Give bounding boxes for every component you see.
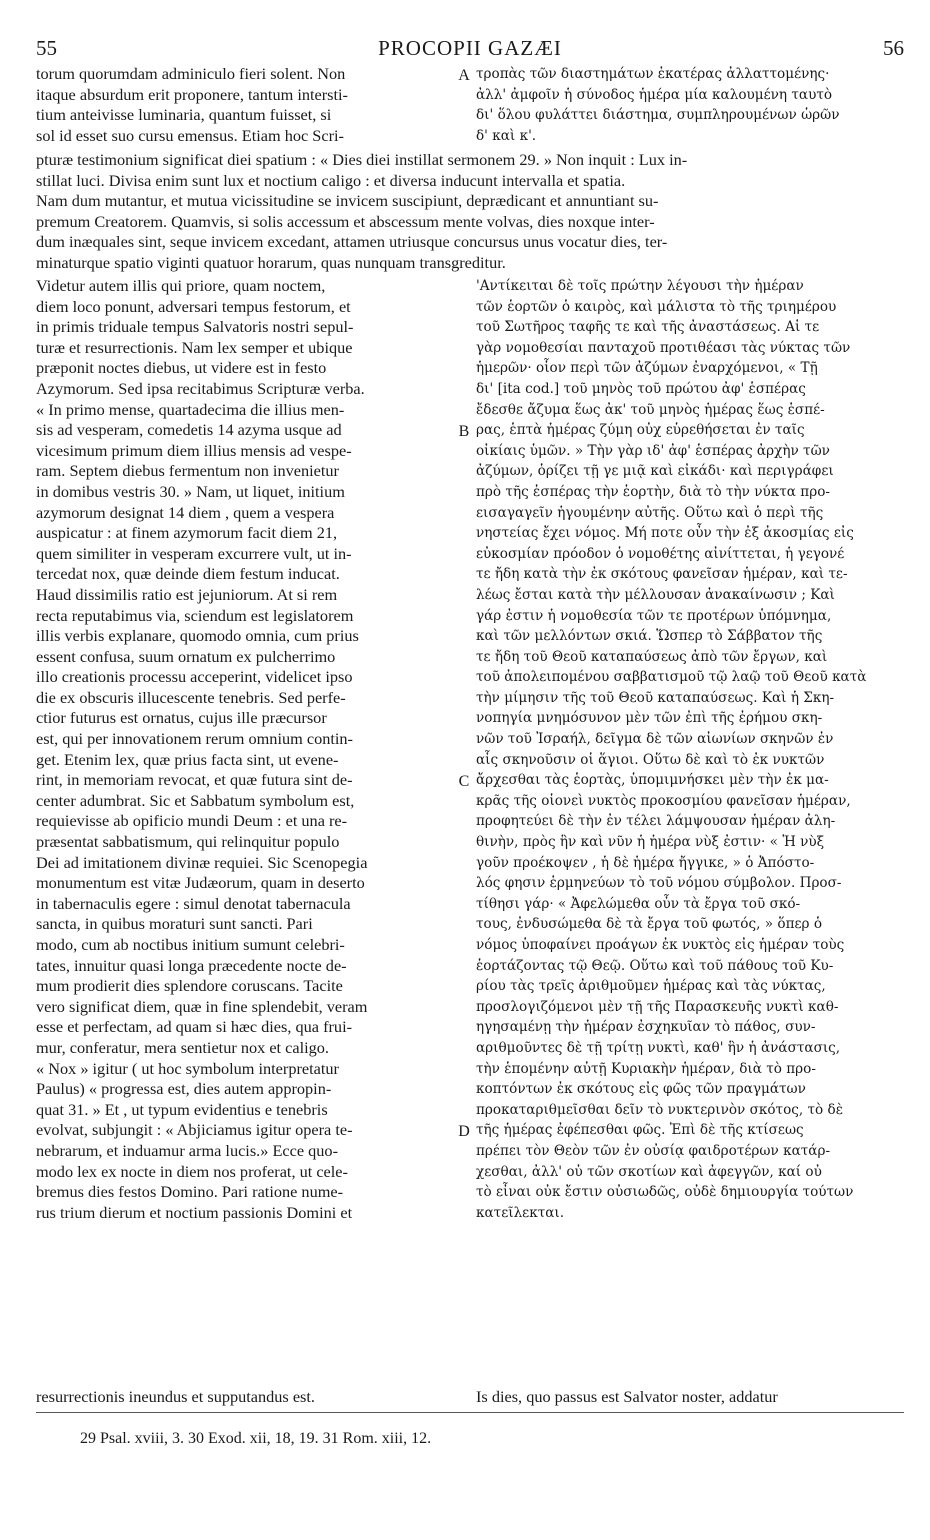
- text-line: ram. Septem diebus fermentum non invenietur: [36, 461, 339, 481]
- latin-continuation-line: Is dies, quo passus est Salvator noster, addatur: [476, 1387, 778, 1406]
- text-line: præsentat sabbatismum, qui relinquitur populo: [36, 832, 340, 852]
- text-line: pturæ testimonium significat diei spatium : « Dies diei instillat sermonem 29. » Non inquit : Lux in-: [36, 150, 688, 169]
- text-line: οἰκίαις ὑμῶν. » Τὴν γὰρ ιδ' ἀφ' ἑσπέρας ἀρχὴν τῶν: [476, 442, 830, 459]
- text-line: τῆς ἡμέρας ἐφέπεσθαι φῶς. Ἐπὶ δὲ τῆς κτίσεως: [476, 1122, 804, 1139]
- text-line: κρᾶς τῆς οἱονεὶ νυκτὸς προκοσμίου φανεῖσαν ἡμέραν,: [476, 792, 851, 809]
- text-line: requievisse ab opificio mundi Deum : et una re-: [36, 811, 348, 831]
- text-line: modo, cum ab noctibus initium sumunt celebri-: [36, 935, 345, 954]
- text-line: κοπτόντων ἐκ σκότους εἰς φῶς τῶν πραγμάτων: [476, 1081, 806, 1098]
- text-line: νοπηγία μνημόσυνον μὲν τῶν ἐπὶ τῆς ἐρήμου σκη-: [476, 710, 823, 727]
- text-line: νῶν τοῦ Ἰσραήλ, δεῖγμα δὲ τῶν αἰωνίων σκηνῶν ἐν: [476, 731, 834, 748]
- text-line: τὴν μίμησιν τῆς τοῦ Θεοῦ καταπαύσεως. Καὶ ἡ Σκη-: [476, 689, 835, 706]
- text-line: ἄρχεσθαι τὰς ἑορτὰς, ὑπομιμνήσκει μὲν τὴν ἐκ μα-: [476, 772, 829, 789]
- text-line: die ex obscuris illucescente tenebris. Sed perfe-: [36, 687, 346, 707]
- text-line: rus trium dierum et noctium passionis Domini et: [36, 1202, 353, 1222]
- text-line: dum inæquales sint, seque invicem excedant, attamen utriusque concursus unus vocatur dies, ter-: [36, 232, 668, 252]
- text-line: ἀζύμων, ὁρίζει τῇ γε μιᾷ καὶ εἰκάδι· καὶ περιγράφει: [476, 463, 834, 480]
- text-line: τοῦ ἀπολειπομένου σαββατισμοῦ τῷ λαῷ τοῦ Θεοῦ κατὰ: [476, 669, 867, 686]
- text-line: λός φησιν ἑρμηνεύων τὸ τοῦ νόμου σύμβολον. Προσ-: [476, 875, 842, 892]
- text-line: τῶν ἑορτῶν ὁ καιρὸς, καὶ μάλιστα τὸ τῆς τριημέρου: [476, 298, 837, 315]
- text-line: ἀλλ' ἀμφοῖν ἡ σύνοδος ἡμέρα μία καλουμένη ταυτὸ: [476, 86, 833, 103]
- text-line: sancta, in quibus moraturi sunt sancti. Pari: [36, 914, 313, 934]
- text-line: νόμος ὑποφαίνει προάγων ἐκ νυκτὸς εἰς ἡμέραν τοὺς: [476, 937, 845, 953]
- text-line: τὴν ἑπομένην αὐτῇ Κυριακὴν ἡμέραν, διὰ τὸ προ-: [476, 1060, 816, 1077]
- text-line: tates, innuitur quasi longa præcedente nocte de-: [36, 955, 347, 975]
- margin-letter-b: B: [458, 423, 470, 440]
- footnotes: 29 Psal. xviii, 3. 30 Exod. xii, 18, 19. 31 Rom. xiii, 12.: [80, 1430, 432, 1447]
- text-line: ρίου τὰς τρεῖς ἀριθμοῦμεν ἡμέρας καὶ τὰς νύκτας,: [476, 978, 826, 995]
- text-line: Videtur autem illis qui priore, quam noctem,: [36, 276, 326, 295]
- text-line: sol id esset suo cursu emensus. Etiam hoc Scri-: [36, 125, 344, 145]
- text-line: vicesimum primum diem illius mensis ad vespe-: [36, 440, 352, 460]
- text-line: itaque absurdum erit proponere, tantum intersti-: [36, 84, 348, 104]
- footnote-rule: [36, 1412, 904, 1413]
- text-line: in primis triduale tempus Salvatoris nostri sepul-: [36, 317, 354, 337]
- latin-column: [36, 276, 454, 1223]
- text-line: τίθησι γάρ· « Ἀφελώμεθα οὖν τὰ ἔργα τοῦ σκό-: [476, 895, 801, 912]
- text-line: azymorum designat 14 diem , quem a vespera: [36, 502, 335, 522]
- main-columns: [36, 276, 904, 1376]
- text-line: γάρ ἐστιν ἡ νομοθεσία τῶν τε προτέρων ὑπόμνημα,: [476, 607, 832, 624]
- text-line: προσλογιζόμενοι μὲν τῇ τῆς Παρασκευῆς νυκτὶ καθ-: [476, 998, 839, 1015]
- text-line: δι' [ita cod.] τοῦ μηνὸς τοῦ πρώτου ἀφ' ἑσπέρας: [476, 380, 806, 397]
- text-line: premum Creatorem. Quamvis, si solis accessum et abscessum mente volvas, dies noxque inter-: [36, 211, 655, 231]
- text-line: est, qui per innovationem rerum omnium contin-: [36, 729, 353, 749]
- running-title: PROCOPII GAZÆI: [378, 36, 562, 60]
- text-line: πρέπει τὸν Θεὸν τῶν ἐν οὐσίᾳ φαιδροτέρων κατάρ-: [476, 1142, 831, 1159]
- text-line: in domibus vestris 30. » Nam, ut liquet, initium: [36, 481, 345, 501]
- text-line: recta reputabimus via, sciendum est legislatorem: [36, 605, 354, 625]
- bottom-line: [36, 1387, 904, 1409]
- text-line: γοῦν προέκοψεν , ἡ δὲ ἡμέρα ἤγγικε, » ὁ Ἀπόστο-: [476, 854, 815, 871]
- text-line: minaturque spatio viginti quatuor horarum, quas nunquam transgreditur.: [36, 252, 506, 272]
- text-line: sis ad vesperam, comedetis 14 azyma usque ad: [36, 420, 342, 440]
- text-line: mum prodierit dies splendore coruscans. Tacite: [36, 976, 343, 996]
- text-line: « In primo mense, quartadecima die illius men-: [36, 399, 345, 419]
- greek-column-top: [476, 64, 904, 146]
- text-line: mur, conferatur, mera sentietur nox et caligo.: [36, 1037, 329, 1057]
- text-line: vero significat diem, quæ in fine splendebit, veram: [36, 996, 368, 1016]
- text-line: κατεῖλεκται.: [476, 1204, 565, 1221]
- margin-letter-c: C: [458, 773, 470, 790]
- top-columns: [36, 64, 904, 148]
- text-line: δ' καὶ κ'.: [476, 127, 537, 144]
- text-line: ἡμερῶν· οἷον περὶ τῶν ἀζύμων ἐναρχόμενοι, « Τῇ: [476, 360, 818, 377]
- text-line: torum quorumdam adminiculo fieri solent. Non: [36, 64, 346, 83]
- text-line: ἑορτάζοντας τῷ Θεῷ. Οὕτω καὶ τοῦ πάθους τοῦ Κυ-: [476, 957, 834, 974]
- text-line: εὐκοσμίαν πρόοδον ὁ νομοθέτης αἰνίττεται, ἡ γεγονέ: [476, 545, 845, 562]
- text-line: τροπὰς τῶν διαστημάτων ἑκατέρας ἀλλαττομένης·: [476, 66, 830, 82]
- text-line: Nam dum mutantur, et mutua vicissitudine se invicem suscipiunt, deprædicant et annuntiant su-: [36, 191, 659, 211]
- text-line: quem similiter in vesperam excurrere vult, ut in-: [36, 543, 352, 563]
- text-line: modo lex ex nocte in diem nos proferat, ut cele-: [36, 1161, 348, 1181]
- text-line: « Nox » igitur ( ut hoc symbolum interpretatur: [36, 1058, 339, 1078]
- text-line: ρας, ἑπτὰ ἡμέρας ζύμη οὐχ εὑρεθήσεται ἐν ταῖς: [476, 422, 805, 439]
- text-line: λέως ἔσται κατὰ τὴν μέλλουσαν ἀνακαίνωσιν ; Καὶ: [476, 586, 835, 603]
- text-line: αριθμοῦντες δὲ τῇ τρίτῃ νυκτὶ, καθ' ἣν ἡ ἀνάστασις,: [476, 1039, 841, 1056]
- text-line: stillat luci. Divisa enim sunt lux et noctium caligo : et diversa inducunt intervalla et spatia.: [36, 170, 626, 190]
- text-line: auspicatur : at finem azymorum facit diem 21,: [36, 523, 338, 543]
- text-line: καὶ τῶν μελλόντων σκιά. Ὥσπερ τὸ Σάββατον τῆς: [476, 628, 823, 645]
- text-line: evolvat, subjungit : « Abjiciamus igitur opera te-: [36, 1120, 353, 1140]
- text-line: προκαταριθμεῖσθαι δεῖν τὸ νυκτερινὸν σκότος, τὸ δὲ: [476, 1101, 844, 1118]
- text-line: Azymorum. Sed ipsa recitabimus Scripturæ verba.: [36, 378, 365, 398]
- text-line: τοῦ Σωτῆρος ταφῆς τε καὶ τῆς ἀναστάσεως. Αἱ τε: [476, 319, 820, 336]
- text-line: præponit noctes diebus, ut videre est in festo: [36, 358, 327, 378]
- text-line: τὸ εἶναι οὐκ ἔστιν οὐσιωδῶς, οὐδὲ δημιουργία τούτων: [476, 1184, 854, 1201]
- text-line: Haud dissimilis ratio est jejuniorum. At si rem: [36, 584, 338, 604]
- text-line: illo creationis processu acceperint, videlicet ipso: [36, 667, 353, 687]
- text-line: δι' ὅλου φυλάττει διάστημα, συμπληρουμένων ὡρῶν: [476, 107, 840, 124]
- text-line: χεσθαι, ἀλλ' οὐ τῶν σκοτίων καὶ ἀφεγγῶν, καί οὐ: [476, 1163, 822, 1180]
- text-line: monumentum est vitæ Judæorum, quam in deserto: [36, 873, 365, 893]
- text-line: turæ et resurrectionis. Nam lex semper et ubique: [36, 337, 353, 357]
- text-line: tium anteivisse luminaria, quantum fuisset, si: [36, 105, 332, 125]
- text-line: Paulus) « progressa est, dies autem appropin-: [36, 1079, 332, 1099]
- text-line: Dei ad imitationem divinæ requiei. Sic Scenopegia: [36, 852, 368, 872]
- text-line: bremus dies festos Domino. Pari ratione nume-: [36, 1182, 344, 1202]
- latin-last-line: resurrectionis ineundus et supputandus est.: [36, 1387, 315, 1406]
- text-line: 'Αντίκειται δὲ τοῖς πρώτην λέγουσι τὴν ἡμέραν: [476, 278, 804, 294]
- text-line: εισαγαγεῖν ἡγουμένην αὐτῆς. Οὕτω καὶ ὁ περὶ τῆς: [476, 504, 824, 521]
- running-header: [36, 36, 904, 62]
- text-line: ἔδεσθε ἄζυμα ἕως ἀκ' τοῦ μηνὸς ἡμέρας ἕως ἑσπέ-: [476, 401, 825, 418]
- text-line: πρὸ τῆς ἑσπέρας τὴν ἑορτὴν, διὰ τὸ τὴν νύκτα προ-: [476, 483, 831, 500]
- text-line: ctior futurus est ornatus, cujus ille præcursor: [36, 708, 327, 728]
- margin-letter-d: D: [458, 1123, 470, 1140]
- text-line: in tabernaculis egere : simul denotat tabernacula: [36, 893, 351, 913]
- text-line: rint, in memoriam revocat, et quæ futura sint de-: [36, 770, 353, 790]
- text-line: νηστείας ἔχει νόμος. Μή ποτε οὖν τὴν ἐξ ἀκοσμίας εἰς: [476, 525, 854, 542]
- text-line: get. Etenim lex, quæ prius facta sint, ut evene-: [36, 749, 339, 769]
- text-line: quat 31. » Et , ut typum evidentius e tenebris: [36, 1099, 328, 1119]
- greek-column: [476, 276, 904, 1223]
- text-line: illis verbis explanare, quomodo omnia, cum prius: [36, 626, 359, 646]
- text-line: diem loco ponunt, adversari tempus festorum, et: [36, 296, 351, 316]
- text-line: θινὴν, πρὸς ἣν καὶ νῦν ἡ ἡμέρα νὺξ ἐστιν· « Ἡ νὺξ: [476, 834, 825, 851]
- text-line: αἷς σκηνοῦσιν οἱ ἅγιοι. Οὕτω δὲ καὶ τὸ ἐκ νυκτῶν: [476, 751, 825, 768]
- text-line: esse et perfectam, ad quam si hæc dies, qua frui-: [36, 1017, 353, 1037]
- page-number-left: 55: [36, 36, 57, 60]
- text-line: essent confusa, suum ornatum ex pulcherrimo: [36, 646, 336, 666]
- page-number-right: 56: [883, 36, 904, 60]
- latin-column-top: [36, 64, 454, 146]
- text-line: ηγησαμένῃ τὴν ἡμέραν ἐσχηκυῖαν τὸ πάθος, συν-: [476, 1019, 816, 1036]
- text-line: τε ἤδη τοῦ Θεοῦ καταπαύσεως ἀπὸ τῶν ἔργων, καὶ: [476, 648, 828, 665]
- text-line: nebrarum, et induamur arma lucis.» Ecce quo-: [36, 1140, 338, 1160]
- text-line: τε ἤδη κατὰ τὴν ἐκ σκότους φανεῖσαν ἡμέραν, καὶ τε-: [476, 566, 848, 583]
- full-width-paragraph: [36, 150, 904, 274]
- text-line: tercedat nox, quæ deinde diem festum inducat.: [36, 564, 340, 584]
- text-line: γὰρ νομοθεσίαι πανταχοῦ προτιθέασι τὰς νύκτας τῶν: [476, 339, 851, 356]
- margin-letter-a: A: [458, 67, 470, 84]
- text-line: center adumbrat. Sic et Sabbatum symbolum est,: [36, 790, 355, 810]
- text-line: τους, ἐνδυσώμεθα δὲ τὰ ἔργα τοῦ φωτός, » ὅπερ ὁ: [476, 916, 823, 933]
- text-line: προφητεύει δὲ τὴν ἐν τέλει λάμψουσαν ἡμέραν ἀλη-: [476, 813, 836, 830]
